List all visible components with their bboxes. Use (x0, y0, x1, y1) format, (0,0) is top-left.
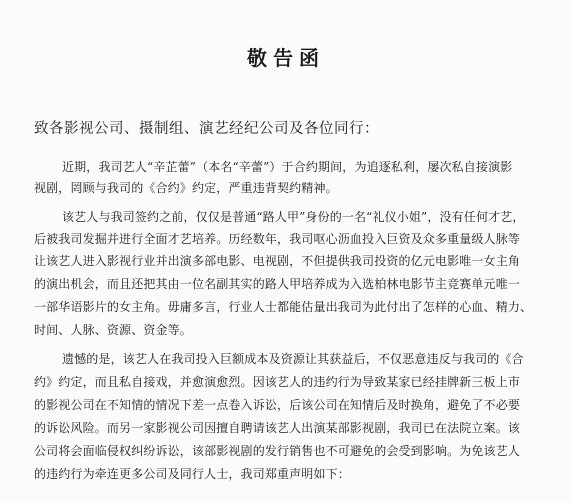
body-line: 的演出机会，而且还把其由一位名副其实的路人甲培养成为入选柏林电影节主竞赛单元唯一 (34, 277, 521, 291)
body-line: 时间、人脉、资源、资金等。 (34, 323, 192, 337)
body-line: 让该艺人进入影视行业并出演多部电影、电视剧，不但提供我司投资的亿元电影唯一女主角 (34, 254, 521, 268)
body-line: 一部华语影片的女主角。毋庸多言，行业人士都能估量出我司为此付出了怎样的心血、精力、 (34, 300, 533, 314)
body-line: 公司将会面临侵权纠纷诉讼，该部影视剧的发行销售也不可避免的会受到影响。为免该艺人 (34, 444, 521, 458)
body-line: 该艺人与我司签约之前，仅仅是普通“路人甲”身份的一名“礼仪小姐”，没有任何才艺， (62, 210, 525, 224)
body-line: 的诉讼风险。而另一家影视公司因擅自聘请该艺人出演某部影视剧，我司已在法院立案。该 (34, 421, 521, 435)
document-title: 敬告函 (247, 46, 325, 70)
body-line: 的影视公司在不知情的情况下差一点卷入诉讼，后该公司在知情后及时换角，避免了不必要 (34, 398, 521, 412)
body-line: 后被我司发掘并进行全面才艺培养。历经数年，我司呕心沥血投入巨资及众多重量级人脉等 (34, 232, 521, 246)
body-line: 近期，我司艺人“辛芷蕾”（本名“辛蕾”）于合约期间，为追逐私利，屡次私自接演影 (62, 160, 513, 174)
body-line: 的违约行为牵连更多公司及同行人士，我司郑重声明如下： (34, 467, 350, 481)
body-line: 约》约定，而且私自接戏，并愈演愈烈。因该艺人的违约行为导致某家已经挂牌新三板上市 (34, 375, 521, 389)
body-line: 遗憾的是，该艺人在我司投入巨额成本及资源让其获益后，不仅恶意违反与我司的《合 (62, 352, 524, 366)
body-line: 视剧，罔顾与我司的《合约》约定，严重违背契约精神。 (34, 181, 338, 195)
salutation: 致各影视公司、摄制组、演艺经纪公司及各位同行： (34, 121, 379, 137)
